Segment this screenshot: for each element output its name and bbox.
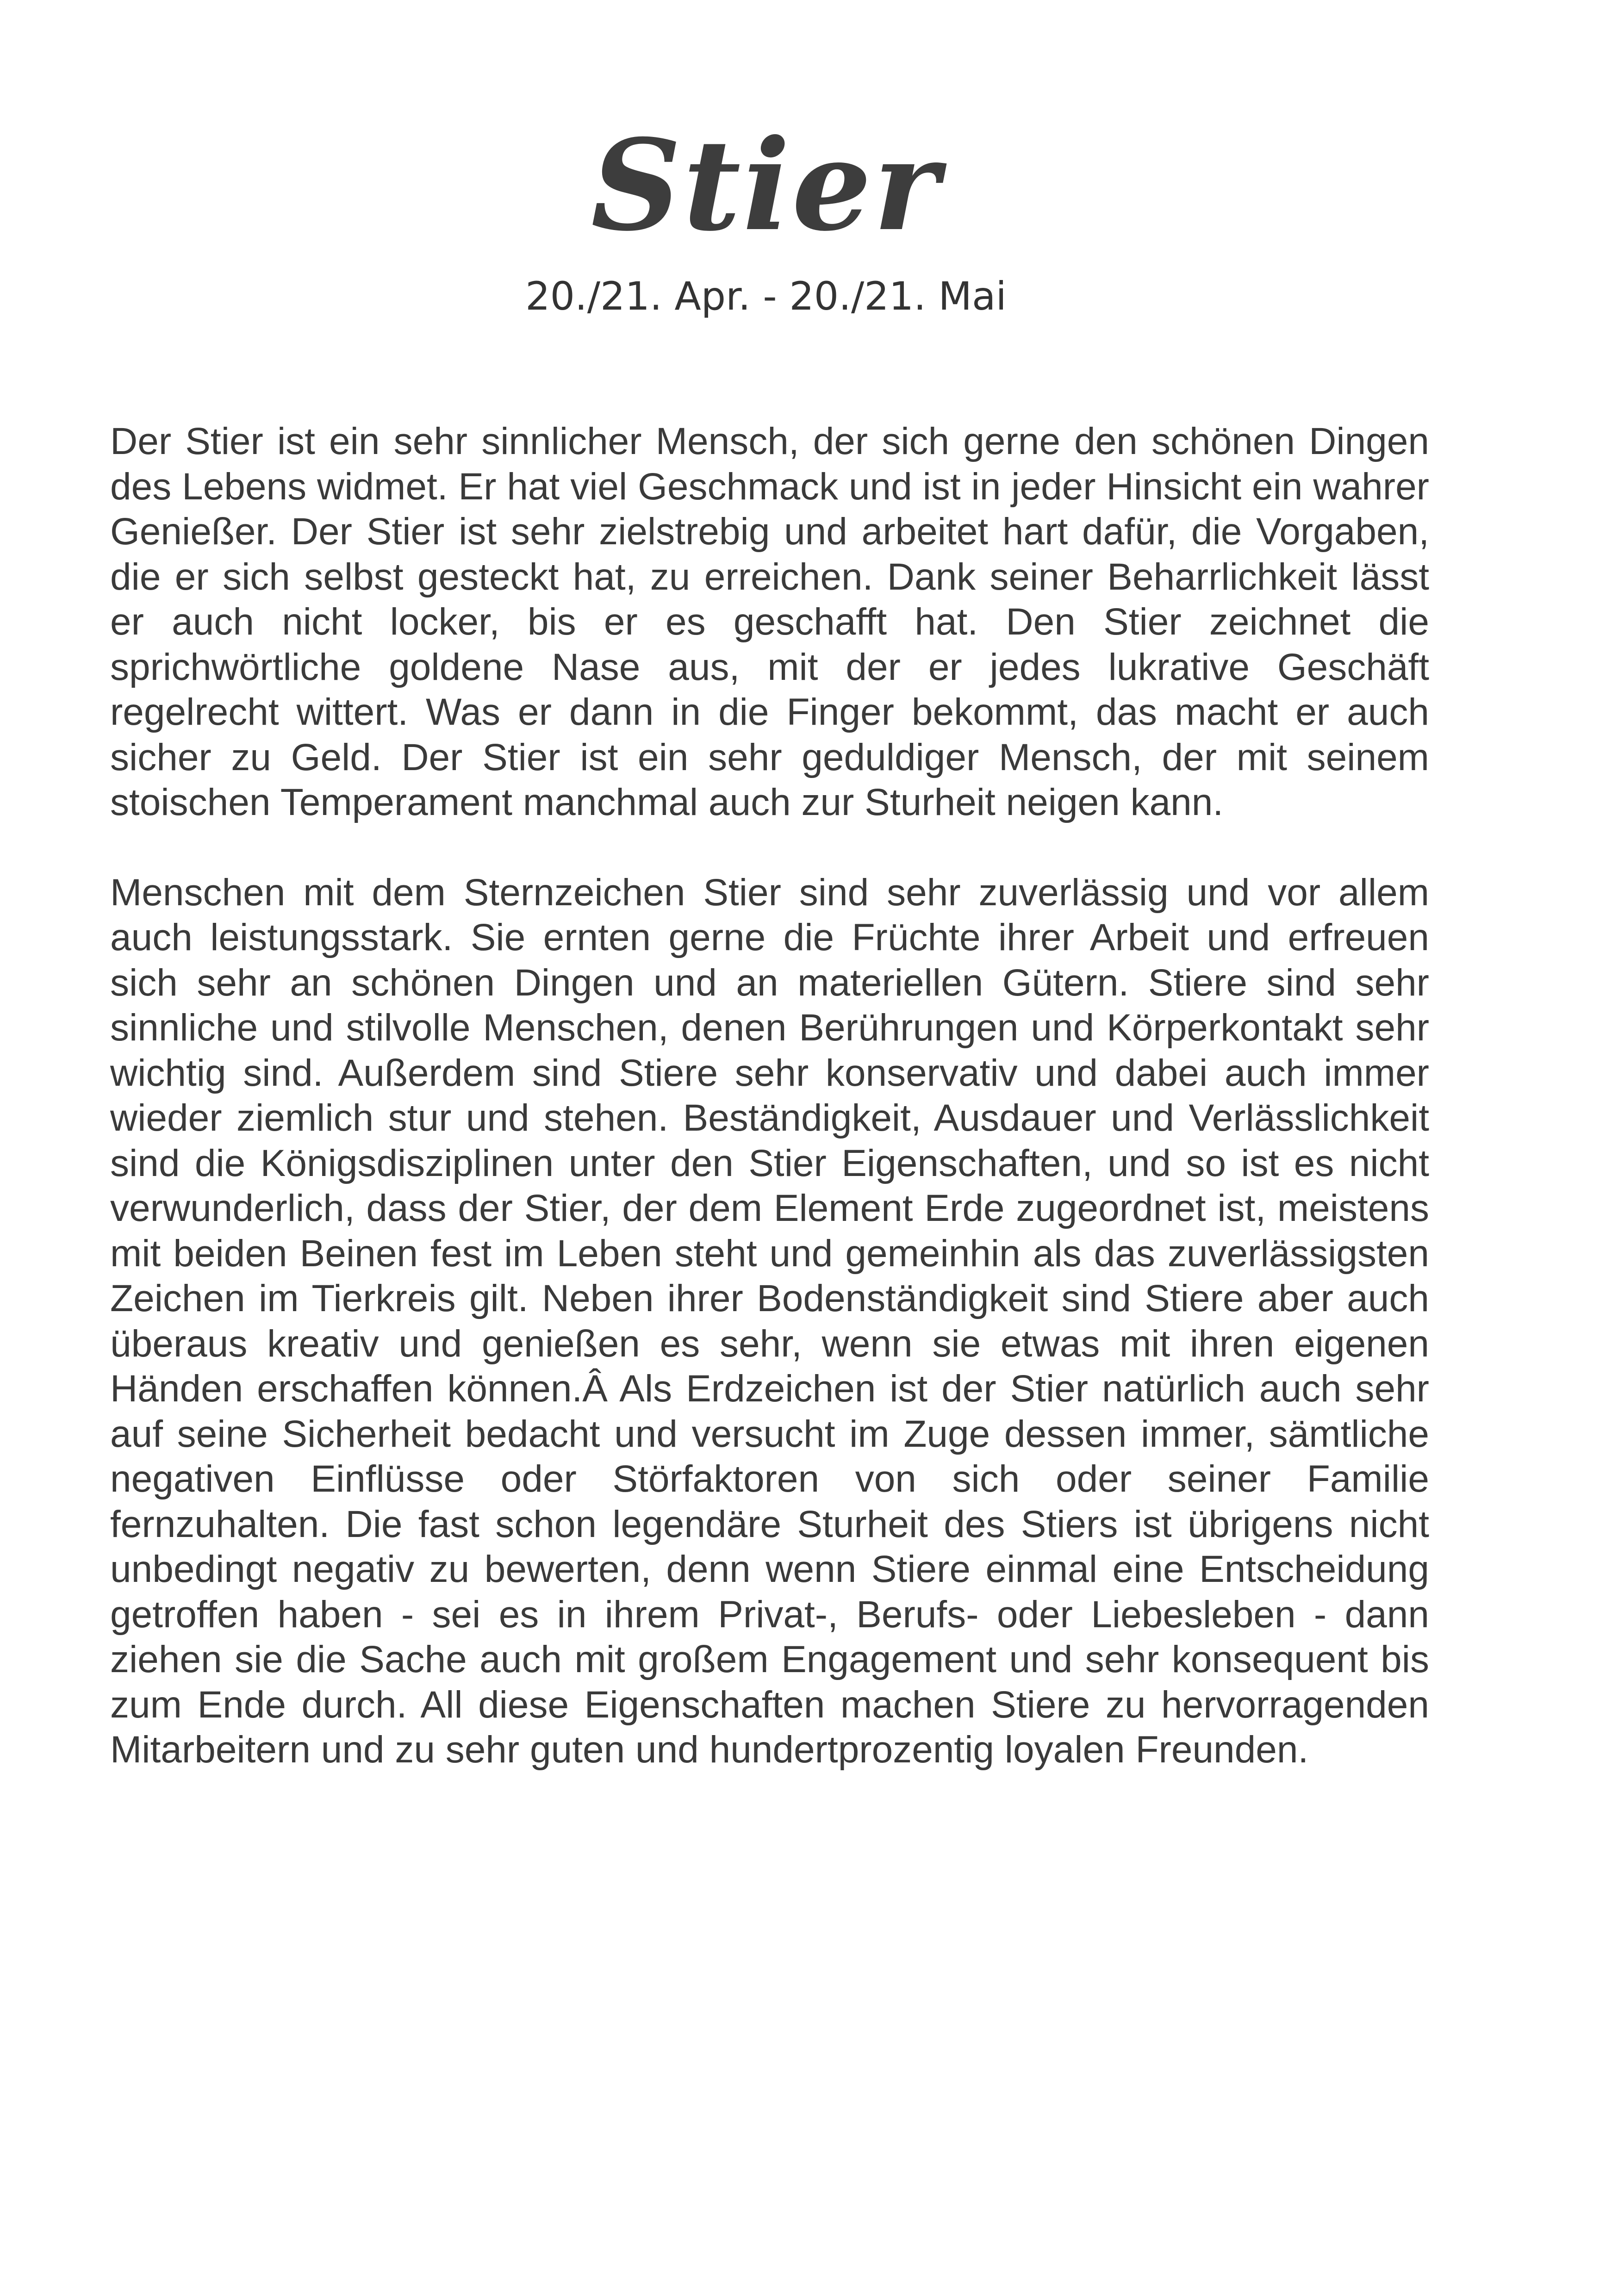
paragraph-2: Menschen mit dem Sternzeichen Stier sind sehr zuverlässig und vor allem auch leistungsstark. Sie ernten gerne die Früchte ihrer Arbeit und erfreuen sich sehr an schönen Dingen und an materiellen Gütern. Stiere sind sehr sinnliche und stilvolle Menschen, denen Berührungen und Körperkontakt sehr wichtig sind. Außerdem sind Stiere sehr konservativ und dabei auch immer wieder ziemlich stur und stehen. Beständigkeit, Ausdauer und Verlässlichkeit sind die Königsdisziplinen unter den Stier Eigenschaften, und so ist es nicht verwunderlich, dass der Stier, der dem Element Erde zugeordnet ist, meistens mit beiden Beinen fest im Leben steht und gemeinhin als das zuverlässigsten Zeichen im Tierkreis gilt. Neben ihrer Bodenständigkeit sind Stiere aber auch überaus kreativ und genießen es sehr, wenn sie etwas mit ihren eigenen Händen erschaffen können.Â Als Erdzeichen ist der Stier natürlich auch sehr auf seine Sicherheit bedacht und versucht im Zuge dessen immer, sämtliche negativen Einflüsse oder Störfaktoren von sich oder seiner Familie fernzuhalten. Die fast schon legendäre Sturheit des Stiers ist übrigens nicht unbedingt negativ zu bewerten, denn wenn Stiere einmal eine Entscheidung getroffen haben - sei es in ihrem Privat-, Berufs- oder Liebesleben - dann ziehen sie die Sache auch mit großem Engagement und sehr konsequent bis zum Ende durch. All diese Eigenschaften machen Stiere zu hervorragenden Mitarbeitern und zu sehr guten und hundertprozentig loyalen Freunden. xyxy=(110,871,1429,1771)
page-title: Stier xyxy=(591,112,941,259)
body-text xyxy=(110,419,1429,1773)
date-range: 20./21. Apr. - 20./21. Mai xyxy=(525,274,1007,319)
paragraph-1: Der Stier ist ein sehr sinnlicher Mensch, der sich gerne den schönen Dingen des Lebens widmet. Er hat viel Geschmack und ist in jeder Hinsicht ein wahrer Genießer. Der Stier ist sehr zielstrebig und arbeitet hart dafür, die Vorgaben, die er sich selbst gesteckt hat, zu erreichen. Dank seiner Beharrlichkeit lässt er auch nicht locker, bis er es geschafft hat. Den Stier zeichnet die sprichwörtliche goldene Nase aus, mit der er jedes lukrative Geschäft regelrecht wittert. Was er dann in die Finger bekommt, das macht er auch sicher zu Geld. Der Stier ist ein sehr geduldiger Mensch, der mit seinem stoischen Temperament manchmal auch zur Sturheit neigen kann. xyxy=(110,420,1429,823)
